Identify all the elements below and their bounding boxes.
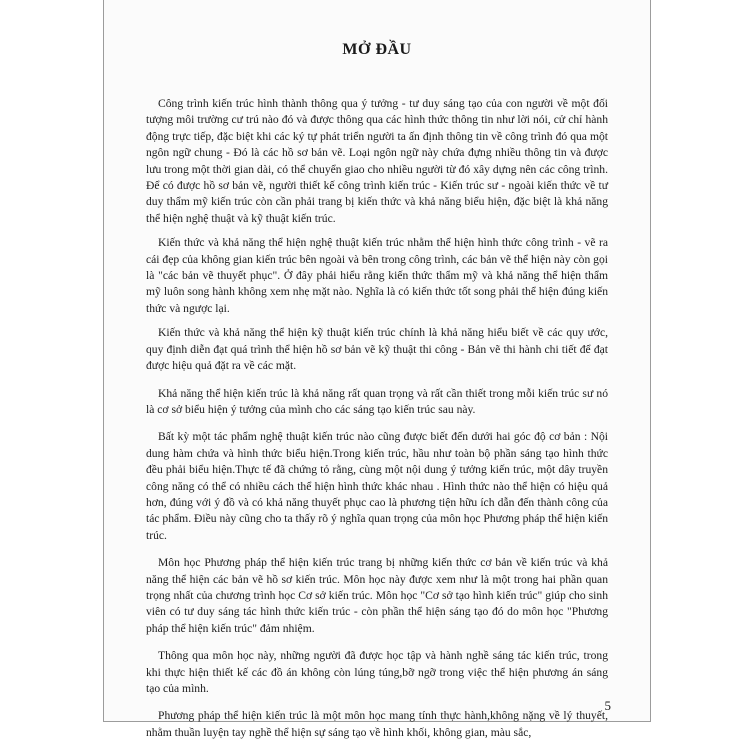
paragraph-7: Thông qua môn học này, những người đã được học tập và hành nghề sáng tác kiến trúc, trong khi thực hiện thiết kế các đồ án không còn lúng túng,bỡ ngỡ trong việc thể hiện phương án sáng tạo của mình. <box>146 649 608 695</box>
paragraph-5: Bất kỳ một tác phẩm nghệ thuật kiến trúc nào cũng được biết đến dưới hai góc độ cơ bản : Nội dung hàm chứa và hình thức biểu hiện.Trong kiến trúc, hầu như toàn bộ phần sáng tạo hình thức đều phải biểu hiện.Thực tế đã chứng tỏ rằng, cùng một nội dung ý tưởng kiến trúc, một dây truyền công năng có thể có nhiều cách thể hiện hình thức khác nhau . Hình thức nào thể hiện có hiệu quả hơn, đúng với ý đồ và có khả năng thuyết phục cao là phương tiện hữu ích dẫn đến thành công của tác phẩm. Điều này cũng cho ta thấy rõ ý nghĩa quan trọng của môn học Phương pháp thể hiện kiến trúc. <box>146 430 608 542</box>
page-number: 5 <box>604 698 611 713</box>
paragraph-6: Môn học Phương pháp thể hiện kiến trúc trang bị những kiến thức cơ bản về kiến trúc và khả năng thể hiện các bản vẽ hồ sơ kiến trúc. Môn học này được xem như là một trong hai phần quan trọng nhất của chương trình học Cơ sở kiến trúc. Môn học "Cơ sở tạo hình kiến trúc" giúp cho sinh viên có tư duy sáng tác hình thức kiến trúc - còn phần thể hiện sáng tạo đó do môn học "Phương pháp thể hiện kiến trúc" đảm nhiệm. <box>146 556 608 635</box>
paragraph-4: Khả năng thể hiện kiến trúc là khả năng rất quan trọng và rất cần thiết trong mỗi kiến trúc sư nó là cơ sở biểu hiện ý tưởng của mình cho các sáng tạo kiến trúc sau này. <box>146 386 608 416</box>
paragraph-1: Công trình kiến trúc hình thành thông qua ý tưởng - tư duy sáng tạo của con người về một đối tượng môi trường cư trú nào đó và được thông qua các hình thức thông tin như lời nói, cử chỉ hành động trực tiếp, đặc biệt khi các ký tự phát triển người ta ấn định thông tin về công trình đó qua một ngôn ngữ chung - Đó là các hồ sơ bản vẽ. Loại ngôn ngữ này chứa đựng nhiều thông tin và được lưu trong một thời gian dài, có thể chuyển giao cho nhiều người từ đó xây dựng nên các công trình. Để có được hồ sơ bản vẽ, người thiết kế công trình kiến trúc - Kiến trúc sư - ngoài kiến thức về tư duy thẩm mỹ kiến trúc còn cần phải trang bị kiến thức và khả năng biểu hiện, đặc biệt là khả năng thể hiện nghệ thuật và kỹ thuật kiến trúc. <box>146 97 608 225</box>
paragraph-8: Phương pháp thể hiện kiến trúc là một môn học mang tính thực hành,không nặng về lý thuyết, nhằm thuần luyện tay nghề thể hiện sự sáng tạo về hình khối, không gian, màu sắc, <box>146 709 608 739</box>
book-page <box>103 0 651 739</box>
body-text <box>146 96 608 741</box>
paragraph-3: Kiến thức và khả năng thể hiện kỹ thuật kiến trúc chính là khả năng hiểu biết về các quy ước, quy định diễn đạt quá trình thể hiện hồ sơ bản vẽ kỹ thuật thi công - Bản vẽ thi hành chi tiết để đạt được hiệu quả đặt ra về các mặt. <box>146 326 608 373</box>
page-title: MỞ ĐẦU <box>342 41 412 58</box>
paragraph-2: Kiến thức và khả năng thể hiện nghệ thuật kiến trúc nhằm thể hiện hình thức công trình - vẽ ra cái đẹp của không gian kiến trúc bên ngoài và bên trong công trình, các bản vẽ thể hiện này còn gọi là "các bản vẽ thuyết phục". Ở đây phải hiểu rằng kiến thức thẩm mỹ và khả năng thể hiện thẩm mỹ luôn song hành không xem nhẹ mặt nào. Nghĩa là có kiến thức tốt song phải thể hiện đúng kiến thức và ngược lại. <box>146 236 608 315</box>
